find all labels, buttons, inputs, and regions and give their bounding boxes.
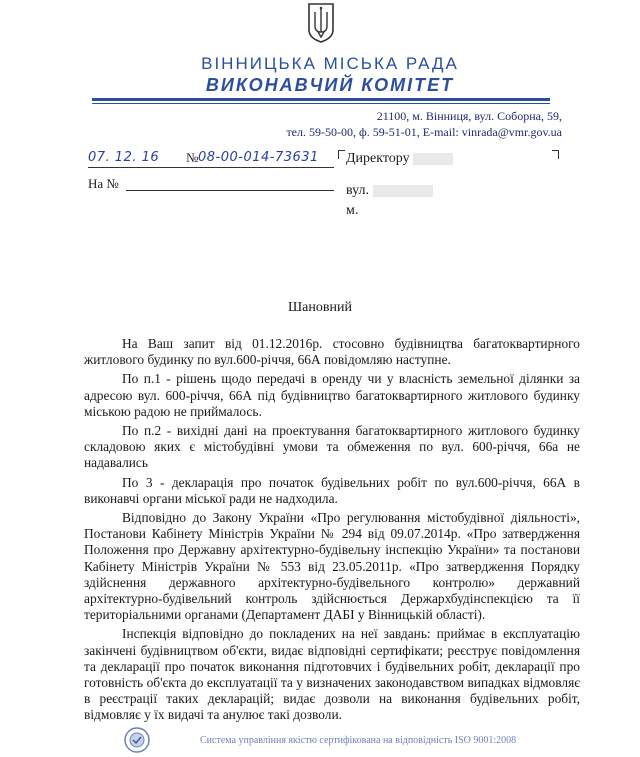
redacted-street [373,185,433,197]
address-bracket-left [338,150,345,159]
body-paragraph: Відповідно до Закону України «Про регулювання містобудівної діяльності», Постанови Кабінету Міністрів України № 294 від 09.07.2014р. «Про затвердження Положення про Державну архітектурно-будівельну інспекцію України» та постанови Кабінету Міністрів України № 553 від 23.05.2011р. «Про затвердження Порядку здійснення державного архітектурно-будівельного контролю» державний архітектурно-будівельний контроль здійснюється Держархбудінспекцією та її територіальними органами (Департамент ДАБІ у Вінницькій області). [84,510,580,623]
incoming-label: На № [88,176,119,191]
recipient-city-label: м. [346,203,359,218]
letter-body [84,336,580,727]
number-sign: № [186,150,199,165]
coat-of-arms-icon [306,2,336,44]
iso-certification-icon [124,727,150,753]
incoming-underline [126,190,334,191]
contact-address [150,108,562,140]
committee-name: ВИКОНАВЧИЙ КОМІТЕТ [205,75,455,95]
recipient-street-label: вул. [346,183,370,198]
outgoing-reference [88,150,334,170]
body-paragraph: По п.1 - рішень щодо передачі в оренду чи у власність земельної ділянки за адресою вул. 600-річчя, 66А під будівництво багатоквартирного житлового будинку міською радою не приймалось. [84,371,580,419]
reference-underline [88,167,334,168]
body-paragraph: На Ваш запит від 01.12.2016р. стосовно будівництва багатоквартирного житлового будинку по вул.600-річчя, 66А повідомляю наступне. [84,336,580,368]
address-line: 21100, м. Вінниця, вул. Соборна, 59, [376,109,562,123]
handwritten-date: 07. 12. 16 [88,150,160,165]
salutation: Шановний [288,300,352,315]
iso-footer-text: Система управління якістю сертифікована на відповідність ISO 9001:2008 [200,735,517,746]
phone-email-line: тел. 59-50-00, ф. 59-51-01, E-mail: vinrada@vmr.gov.ua [286,125,562,139]
council-name: ВІННИЦЬКА МІСЬКА РАДА [201,54,459,73]
handwritten-number: 08-00-014-73631 [198,150,319,165]
redacted-name [413,153,453,165]
body-paragraph: По 3 - декларація про початок будівельних робіт по вул.600-річчя, 66А в виконавчі органи міської ради не надходила. [84,474,580,506]
organization-name [150,54,510,96]
body-paragraph: Інспекція відповідно до покладених на неї завдань: приймає в експлуатацію закінчені будівництвом об'єкти, видає відповідні сертифікати; реєструє повідомлення та декларації про початок виконання підготовчих і будівельних робіт, декларації про готовність об'єкта до експлуатації та у визначених законодавством випадках відмовляє в реєстрації таких декларацій; видає дозволи на виконання будівельних робіт, відмовляє у їх видачі та анулює такі дозволи. [84,626,580,723]
address-bracket-right [552,150,559,159]
recipient-title: Директору [346,151,410,166]
body-paragraph: По п.2 - вихідні дані на проектування багатоквартирного житлового будинку складовою яких є містобудівні умови та обмеження по вул. 600-річчя, 66а не надавались [84,423,580,471]
header-rule-thin [92,103,550,104]
header-rule-thick [92,98,550,101]
